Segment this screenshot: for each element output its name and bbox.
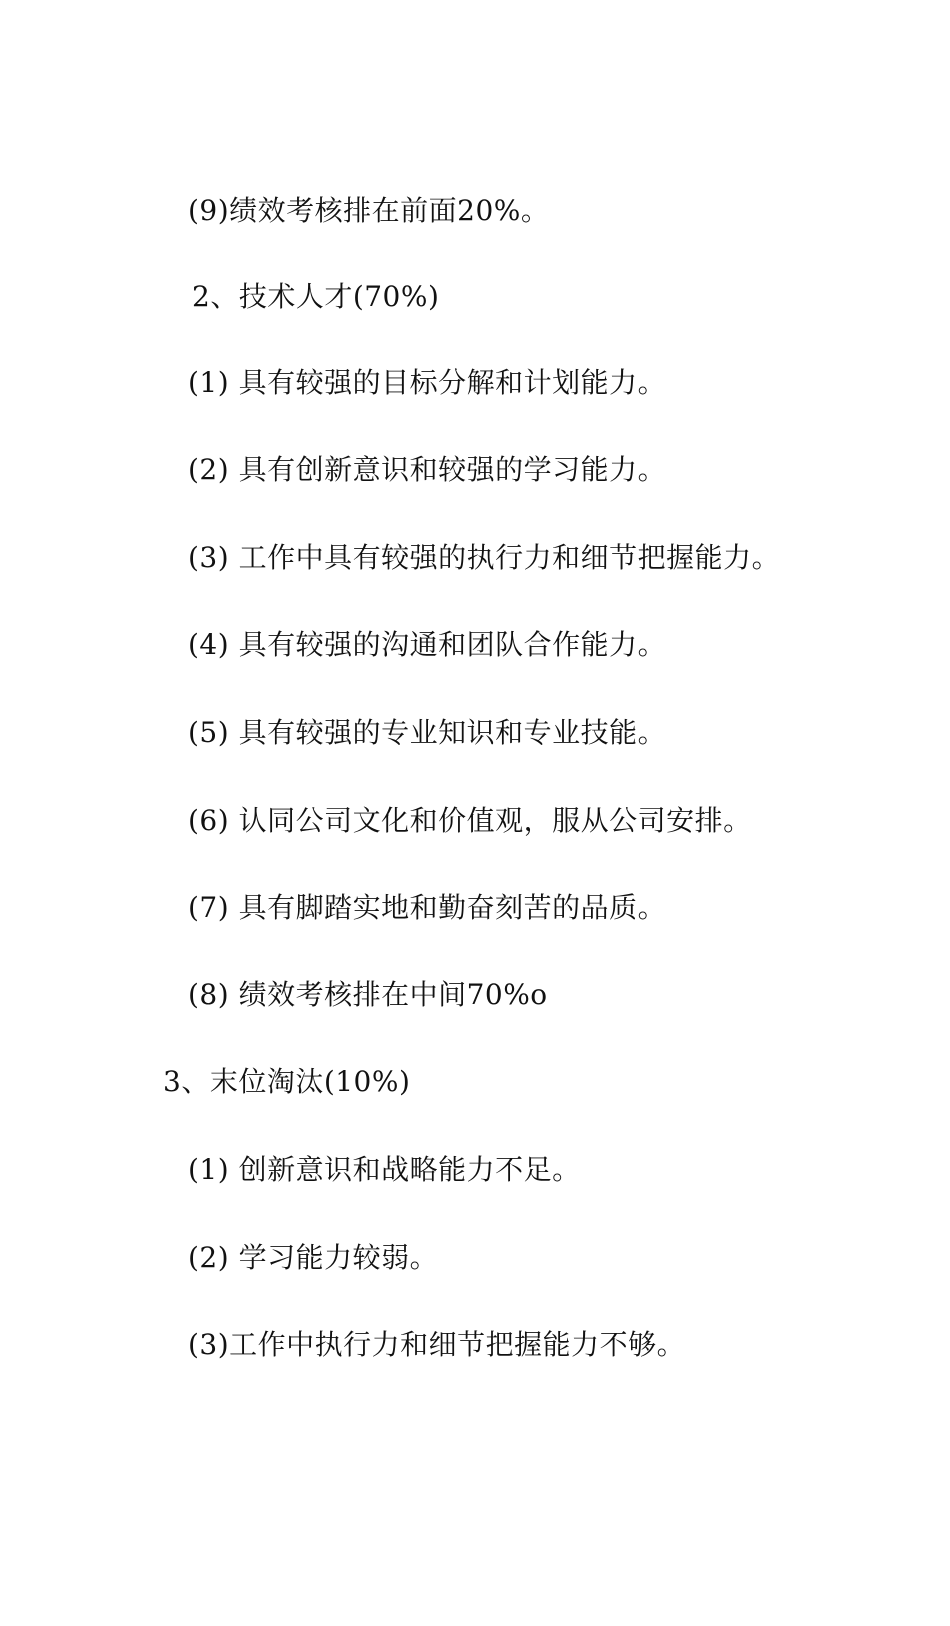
list-item-8-performance-middle70: (8) 绩效考核排在中间70%o xyxy=(188,978,548,1011)
list-item-4-communication-teamwork: (4) 具有较强的沟通和团队合作能力。 xyxy=(188,628,667,661)
list-item-3-execution-detail: (3) 工作中具有较强的执行力和细节把握能力。 xyxy=(188,541,781,574)
section-heading-elimination: 3、末位淘汰(10%) xyxy=(163,1065,411,1098)
list-item-2-weak-learning: (2) 学习能力较弱。 xyxy=(188,1241,439,1274)
list-item-1-goal-planning: (1) 具有较强的目标分解和计划能力。 xyxy=(188,366,667,399)
list-item-1-innovation-strategy-lacking: (1) 创新意识和战略能力不足。 xyxy=(188,1153,581,1186)
list-item-6-company-culture: (6) 认同公司文化和价值观，服从公司安排。 xyxy=(188,804,752,837)
section-heading-technical-talent: 2、技术人才(70%) xyxy=(192,280,440,313)
list-item-3-execution-insufficient: (3)工作中执行力和细节把握能力不够。 xyxy=(188,1328,686,1361)
list-item-9-performance-top20: (9)绩效考核排在前面20%。 xyxy=(188,194,550,227)
list-item-7-diligence: (7) 具有脚踏实地和勤奋刻苦的品质。 xyxy=(188,891,667,924)
list-item-5-professional-skills: (5) 具有较强的专业知识和专业技能。 xyxy=(188,716,667,749)
list-item-2-innovation-learning: (2) 具有创新意识和较强的学习能力。 xyxy=(188,453,667,486)
